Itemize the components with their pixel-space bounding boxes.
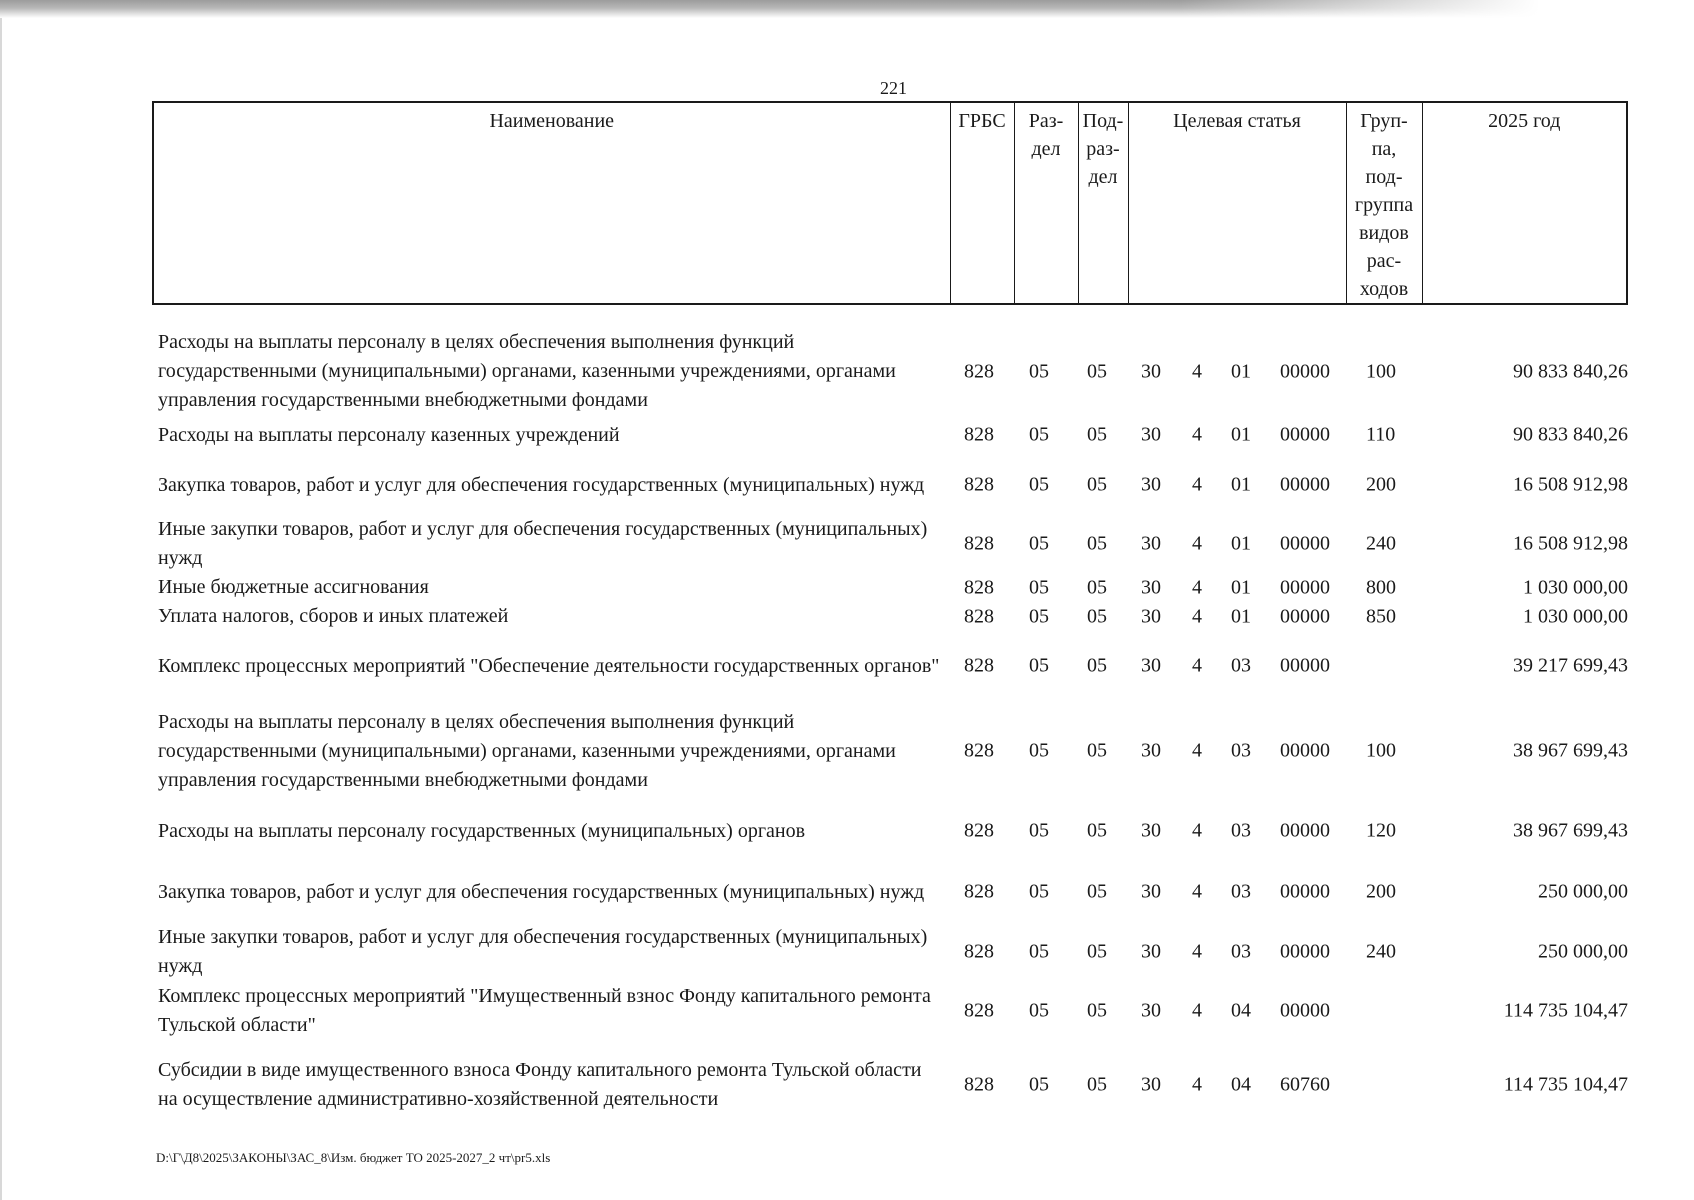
row-amount: 38 967 699,43 xyxy=(1513,739,1628,762)
table-row xyxy=(152,701,1628,801)
row-name: Комплекс процессных мероприятий "Имущественный взнос Фонду капитального ремонта Тульской области" xyxy=(158,985,931,1036)
row-target-type: 4 xyxy=(1192,1073,1202,1096)
row-target-direction: 00000 xyxy=(1280,739,1330,762)
row-name: Расходы на выплаты персоналу в целях обеспечения выполнения функций государственными (муниципальными) органами, казенными учреждениями, органами управления государственными внебюджетными фондами xyxy=(158,710,896,791)
row-target-complex: 03 xyxy=(1231,739,1251,762)
header-name: Наименование xyxy=(153,102,950,304)
row-target-type: 4 xyxy=(1192,532,1202,555)
table-row xyxy=(152,801,1628,861)
table-row xyxy=(152,515,1628,573)
row-amount: 250 000,00 xyxy=(1538,880,1628,903)
row-podrazdel: 05 xyxy=(1087,423,1107,446)
row-grbs: 828 xyxy=(964,1073,994,1096)
row-razdel: 05 xyxy=(1029,999,1049,1022)
row-podrazdel: 05 xyxy=(1087,532,1107,555)
row-target-type: 4 xyxy=(1192,999,1202,1022)
row-target-type: 4 xyxy=(1192,880,1202,903)
row-razdel: 05 xyxy=(1029,423,1049,446)
row-target-type: 4 xyxy=(1192,605,1202,627)
row-expense-type: 800 xyxy=(1366,576,1396,598)
row-grbs: 828 xyxy=(964,940,994,963)
row-amount: 114 735 104,47 xyxy=(1503,1073,1628,1096)
row-target-type: 4 xyxy=(1192,739,1202,762)
row-razdel: 05 xyxy=(1029,1073,1049,1096)
row-target-complex: 03 xyxy=(1231,880,1251,903)
row-grbs: 828 xyxy=(964,423,994,446)
row-podrazdel: 05 xyxy=(1087,1073,1107,1096)
row-razdel: 05 xyxy=(1029,819,1049,842)
table-row xyxy=(152,1041,1628,1129)
header-target-article: Целевая статья xyxy=(1128,102,1346,304)
row-amount: 114 735 104,47 xyxy=(1503,999,1628,1022)
table-row xyxy=(152,631,1628,701)
row-target-direction: 60760 xyxy=(1280,1073,1330,1096)
row-name: Расходы на выплаты персоналу государственных (муниципальных) органов xyxy=(158,819,806,842)
table-row xyxy=(152,573,1628,602)
row-name: Закупка товаров, работ и услуг для обеспечения государственных (муниципальных) нужд xyxy=(158,880,925,903)
row-podrazdel: 05 xyxy=(1087,999,1107,1022)
row-grbs: 828 xyxy=(964,999,994,1022)
table-row xyxy=(152,981,1628,1041)
row-target-program: 30 xyxy=(1141,360,1161,382)
row-target-program: 30 xyxy=(1141,739,1161,762)
row-target-program: 30 xyxy=(1141,423,1161,446)
row-target-program: 30 xyxy=(1141,473,1161,496)
row-amount: 90 833 840,26 xyxy=(1513,360,1628,382)
row-target-direction: 00000 xyxy=(1280,940,1330,963)
row-target-direction: 00000 xyxy=(1280,605,1330,627)
row-target-direction: 00000 xyxy=(1280,532,1330,555)
row-target-complex: 04 xyxy=(1231,1073,1251,1096)
row-razdel: 05 xyxy=(1029,473,1049,496)
row-podrazdel: 05 xyxy=(1087,880,1107,903)
row-name: Уплата налогов, сборов и иных платежей xyxy=(158,605,509,627)
row-target-direction: 00000 xyxy=(1280,819,1330,842)
row-amount: 90 833 840,26 xyxy=(1513,423,1628,446)
row-target-type: 4 xyxy=(1192,819,1202,842)
row-amount: 1 030 000,00 xyxy=(1523,605,1628,627)
row-target-direction: 00000 xyxy=(1280,654,1330,677)
row-expense-type: 110 xyxy=(1366,423,1396,446)
row-target-complex: 03 xyxy=(1231,940,1251,963)
row-target-direction: 00000 xyxy=(1280,360,1330,382)
row-target-complex: 01 xyxy=(1231,423,1251,446)
row-name: Расходы на выплаты персоналу в целях обеспечения выполнения функций государственными (муниципальными) органами, казенными учреждениями, органами управления государственными внебюджетными фондами xyxy=(158,331,896,411)
row-target-type: 4 xyxy=(1192,360,1202,382)
row-target-program: 30 xyxy=(1141,880,1161,903)
row-grbs: 828 xyxy=(964,532,994,555)
row-name: Иные закупки товаров, работ и услуг для обеспечения государственных (муниципальных) нужд xyxy=(158,926,928,977)
row-target-complex: 01 xyxy=(1231,473,1251,496)
row-podrazdel: 05 xyxy=(1087,605,1107,627)
row-podrazdel: 05 xyxy=(1087,940,1107,963)
budget-rows xyxy=(152,328,1628,1129)
row-target-program: 30 xyxy=(1141,819,1161,842)
row-amount: 38 967 699,43 xyxy=(1513,819,1628,842)
row-expense-type: 120 xyxy=(1366,819,1396,842)
row-amount: 16 508 912,98 xyxy=(1513,532,1628,555)
row-target-complex: 01 xyxy=(1231,605,1251,627)
row-amount: 1 030 000,00 xyxy=(1523,576,1628,598)
table-row xyxy=(152,602,1628,631)
row-target-complex: 03 xyxy=(1231,819,1251,842)
row-grbs: 828 xyxy=(964,819,994,842)
row-target-program: 30 xyxy=(1141,1073,1161,1096)
row-name: Субсидии в виде имущественного взноса Фонду капитального ремонта Тульской области на осуществление административно-хозяйственной деятельности xyxy=(158,1059,922,1110)
row-expense-type: 240 xyxy=(1366,532,1396,555)
row-target-complex: 01 xyxy=(1231,360,1251,382)
row-name: Иные закупки товаров, работ и услуг для обеспечения государственных (муниципальных) нужд xyxy=(158,518,928,569)
row-podrazdel: 05 xyxy=(1087,576,1107,598)
header-razdel: Раз- дел xyxy=(1014,102,1078,304)
header-podrazdel: Под- раз- дел xyxy=(1078,102,1128,304)
row-target-type: 4 xyxy=(1192,654,1202,677)
row-name: Закупка товаров, работ и услуг для обеспечения государственных (муниципальных) нужд xyxy=(158,473,925,496)
row-target-complex: 03 xyxy=(1231,654,1251,677)
row-target-program: 30 xyxy=(1141,576,1161,598)
row-target-direction: 00000 xyxy=(1280,880,1330,903)
scan-edge-fade xyxy=(1180,0,1694,20)
row-amount: 39 217 699,43 xyxy=(1513,654,1628,677)
row-razdel: 05 xyxy=(1029,605,1049,627)
row-razdel: 05 xyxy=(1029,654,1049,677)
row-target-type: 4 xyxy=(1192,423,1202,446)
row-target-direction: 00000 xyxy=(1280,576,1330,598)
row-podrazdel: 05 xyxy=(1087,819,1107,842)
row-target-complex: 01 xyxy=(1231,576,1251,598)
row-name: Комплекс процессных мероприятий "Обеспечение деятельности государственных органов" xyxy=(158,654,940,677)
row-target-program: 30 xyxy=(1141,940,1161,963)
row-expense-type: 200 xyxy=(1366,473,1396,496)
header-expense-group: Груп- па, под- группа видов рас- ходов xyxy=(1346,102,1422,304)
table-header xyxy=(152,101,1628,305)
row-razdel: 05 xyxy=(1029,532,1049,555)
table-row xyxy=(152,328,1628,415)
row-target-type: 4 xyxy=(1192,940,1202,963)
row-amount: 16 508 912,98 xyxy=(1513,473,1628,496)
table-row xyxy=(152,455,1628,515)
row-grbs: 828 xyxy=(964,576,994,598)
table-row xyxy=(152,861,1628,923)
row-amount: 250 000,00 xyxy=(1538,940,1628,963)
row-razdel: 05 xyxy=(1029,360,1049,382)
row-podrazdel: 05 xyxy=(1087,739,1107,762)
row-target-complex: 04 xyxy=(1231,999,1251,1022)
row-expense-type: 200 xyxy=(1366,880,1396,903)
row-podrazdel: 05 xyxy=(1087,360,1107,382)
row-expense-type: 240 xyxy=(1366,940,1396,963)
row-razdel: 05 xyxy=(1029,880,1049,903)
row-target-program: 30 xyxy=(1141,999,1161,1022)
row-name: Расходы на выплаты персоналу казенных учреждений xyxy=(158,423,620,446)
row-target-program: 30 xyxy=(1141,605,1161,627)
header-grbs: ГРБС xyxy=(950,102,1014,304)
row-target-direction: 00000 xyxy=(1280,473,1330,496)
row-grbs: 828 xyxy=(964,654,994,677)
row-target-direction: 00000 xyxy=(1280,423,1330,446)
row-grbs: 828 xyxy=(964,360,994,382)
row-razdel: 05 xyxy=(1029,576,1049,598)
table-row xyxy=(152,415,1628,455)
row-grbs: 828 xyxy=(964,880,994,903)
row-expense-type: 100 xyxy=(1366,739,1396,762)
row-target-type: 4 xyxy=(1192,473,1202,496)
table-row xyxy=(152,923,1628,981)
row-name: Иные бюджетные ассигнования xyxy=(158,576,429,598)
row-podrazdel: 05 xyxy=(1087,473,1107,496)
row-razdel: 05 xyxy=(1029,940,1049,963)
row-expense-type: 100 xyxy=(1366,360,1396,382)
row-target-program: 30 xyxy=(1141,654,1161,677)
page-number: 221 xyxy=(880,78,907,98)
header-year-2025: 2025 год xyxy=(1422,102,1627,304)
row-grbs: 828 xyxy=(964,605,994,627)
file-path-footer: D:\Г\Д8\2025\ЗАКОНЫ\ЗАС_8\Изм. бюджет ТО 2025-2027_2 чт\pr5.xls xyxy=(156,1150,551,1165)
row-target-program: 30 xyxy=(1141,532,1161,555)
row-grbs: 828 xyxy=(964,473,994,496)
row-razdel: 05 xyxy=(1029,739,1049,762)
row-expense-type: 850 xyxy=(1366,605,1396,627)
row-grbs: 828 xyxy=(964,739,994,762)
scan-left-edge xyxy=(0,18,2,1200)
row-target-complex: 01 xyxy=(1231,532,1251,555)
row-target-direction: 00000 xyxy=(1280,999,1330,1022)
row-podrazdel: 05 xyxy=(1087,654,1107,677)
row-target-type: 4 xyxy=(1192,576,1202,598)
